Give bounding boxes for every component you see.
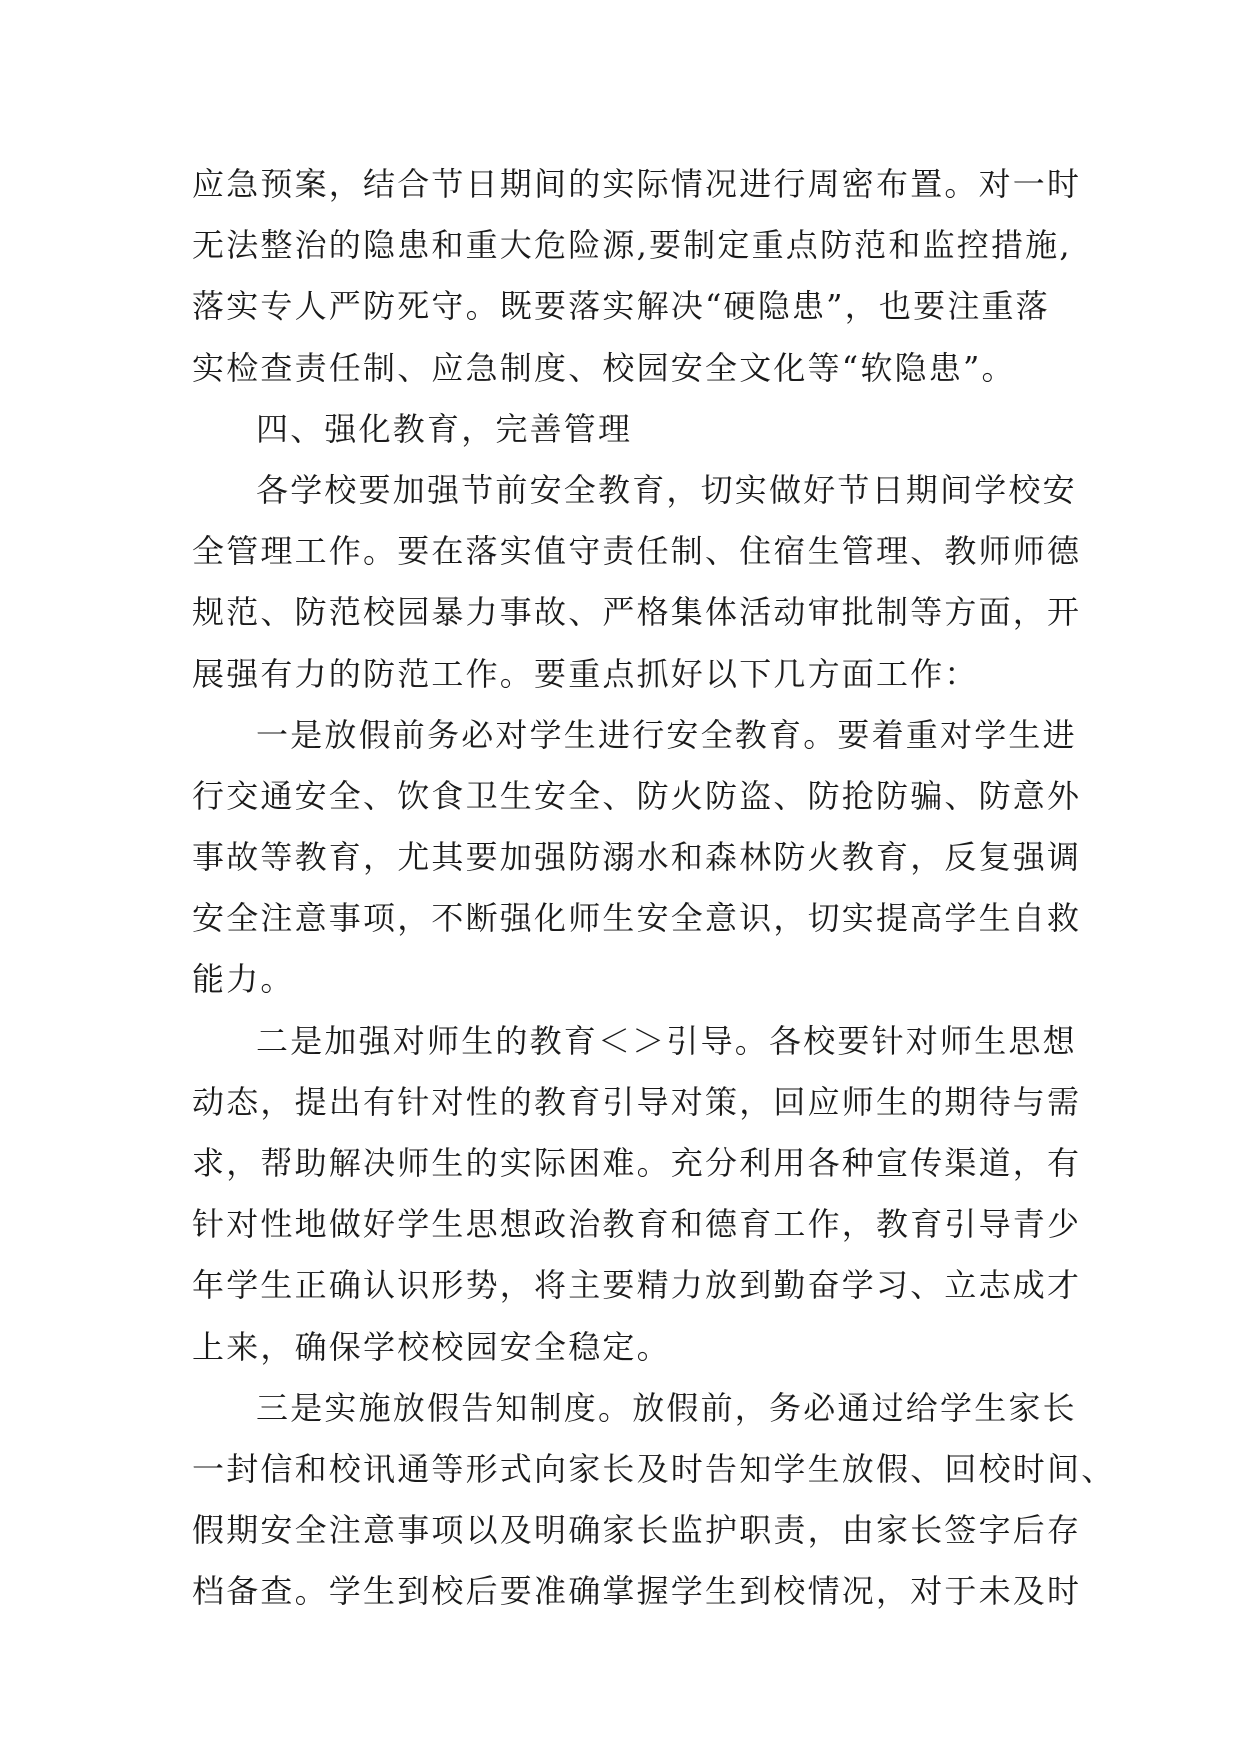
text-line: 一是放假前务必对学生进行安全教育。要着重对学生进 xyxy=(256,715,1077,754)
text-line: 动态，提出有针对性的教育引导对策，回应师生的期待与需 xyxy=(192,1082,1082,1121)
text-line: 应急预案，结合节日期间的实际情况进行周密布置。对一时 xyxy=(192,165,1082,203)
text-line: 规范、防范校园暴力事故、严格集体活动审批制等方面，开 xyxy=(192,593,1082,632)
section-heading: 四、强化教育，完善管理 xyxy=(256,409,633,448)
text-line: 事故等教育，尤其要加强防溺水和森林防火教育，反复强调 xyxy=(192,838,1082,877)
text-line: 能力。 xyxy=(192,960,295,999)
text-line: 行交通安全、饮食卫生安全、防火防盗、防抢防骗、防意外 xyxy=(192,776,1082,815)
text-line: 落实专人严防死守。既要落实解决“硬隐患”，也要注重落 xyxy=(192,287,1050,326)
text-line: 展强有力的防范工作。要重点抓好以下几方面工作： xyxy=(192,654,979,693)
text-line: 针对性地做好学生思想政治教育和德育工作，教育引导青少 xyxy=(192,1205,1082,1244)
text-line: 实检查责任制、应急制度、校园安全文化等“软隐患”。 xyxy=(192,348,1016,387)
text-line: 假期安全注意事项以及明确家长监护职责，由家长签字后存 xyxy=(192,1511,1082,1550)
text-line: 档备查。学生到校后要准确掌握学生到校情况，对于未及时 xyxy=(192,1572,1082,1611)
text-line: 一封信和校讯通等形式向家长及时告知学生放假、回校时间、 xyxy=(192,1449,1116,1488)
text-line: 三是实施放假告知制度。放假前，务必通过给学生家长 xyxy=(256,1388,1077,1427)
body-text xyxy=(192,154,1116,1623)
text-line: 安全注意事项，不断强化师生安全意识，切实提高学生自救 xyxy=(192,899,1082,938)
text-line: 上来，确保学校校园安全稳定。 xyxy=(192,1327,671,1366)
text-line: 年学生正确认识形势，将主要精力放到勤奋学习、立志成才 xyxy=(192,1266,1082,1305)
text-line: 全管理工作。要在落实值守责任制、住宿生管理、教师师德 xyxy=(192,532,1082,571)
text-line: 无法整治的隐患和重大危险源,要制定重点防范和监控措施, xyxy=(192,226,1072,265)
text-line: 二是加强对师生的教育＜＞引导。各校要针对师生思想 xyxy=(256,1021,1077,1060)
text-line: 求，帮助解决师生的实际困难。充分利用各种宣传渠道，有 xyxy=(192,1144,1082,1182)
text-line: 各学校要加强节前安全教育，切实做好节日期间学校安 xyxy=(256,470,1077,509)
